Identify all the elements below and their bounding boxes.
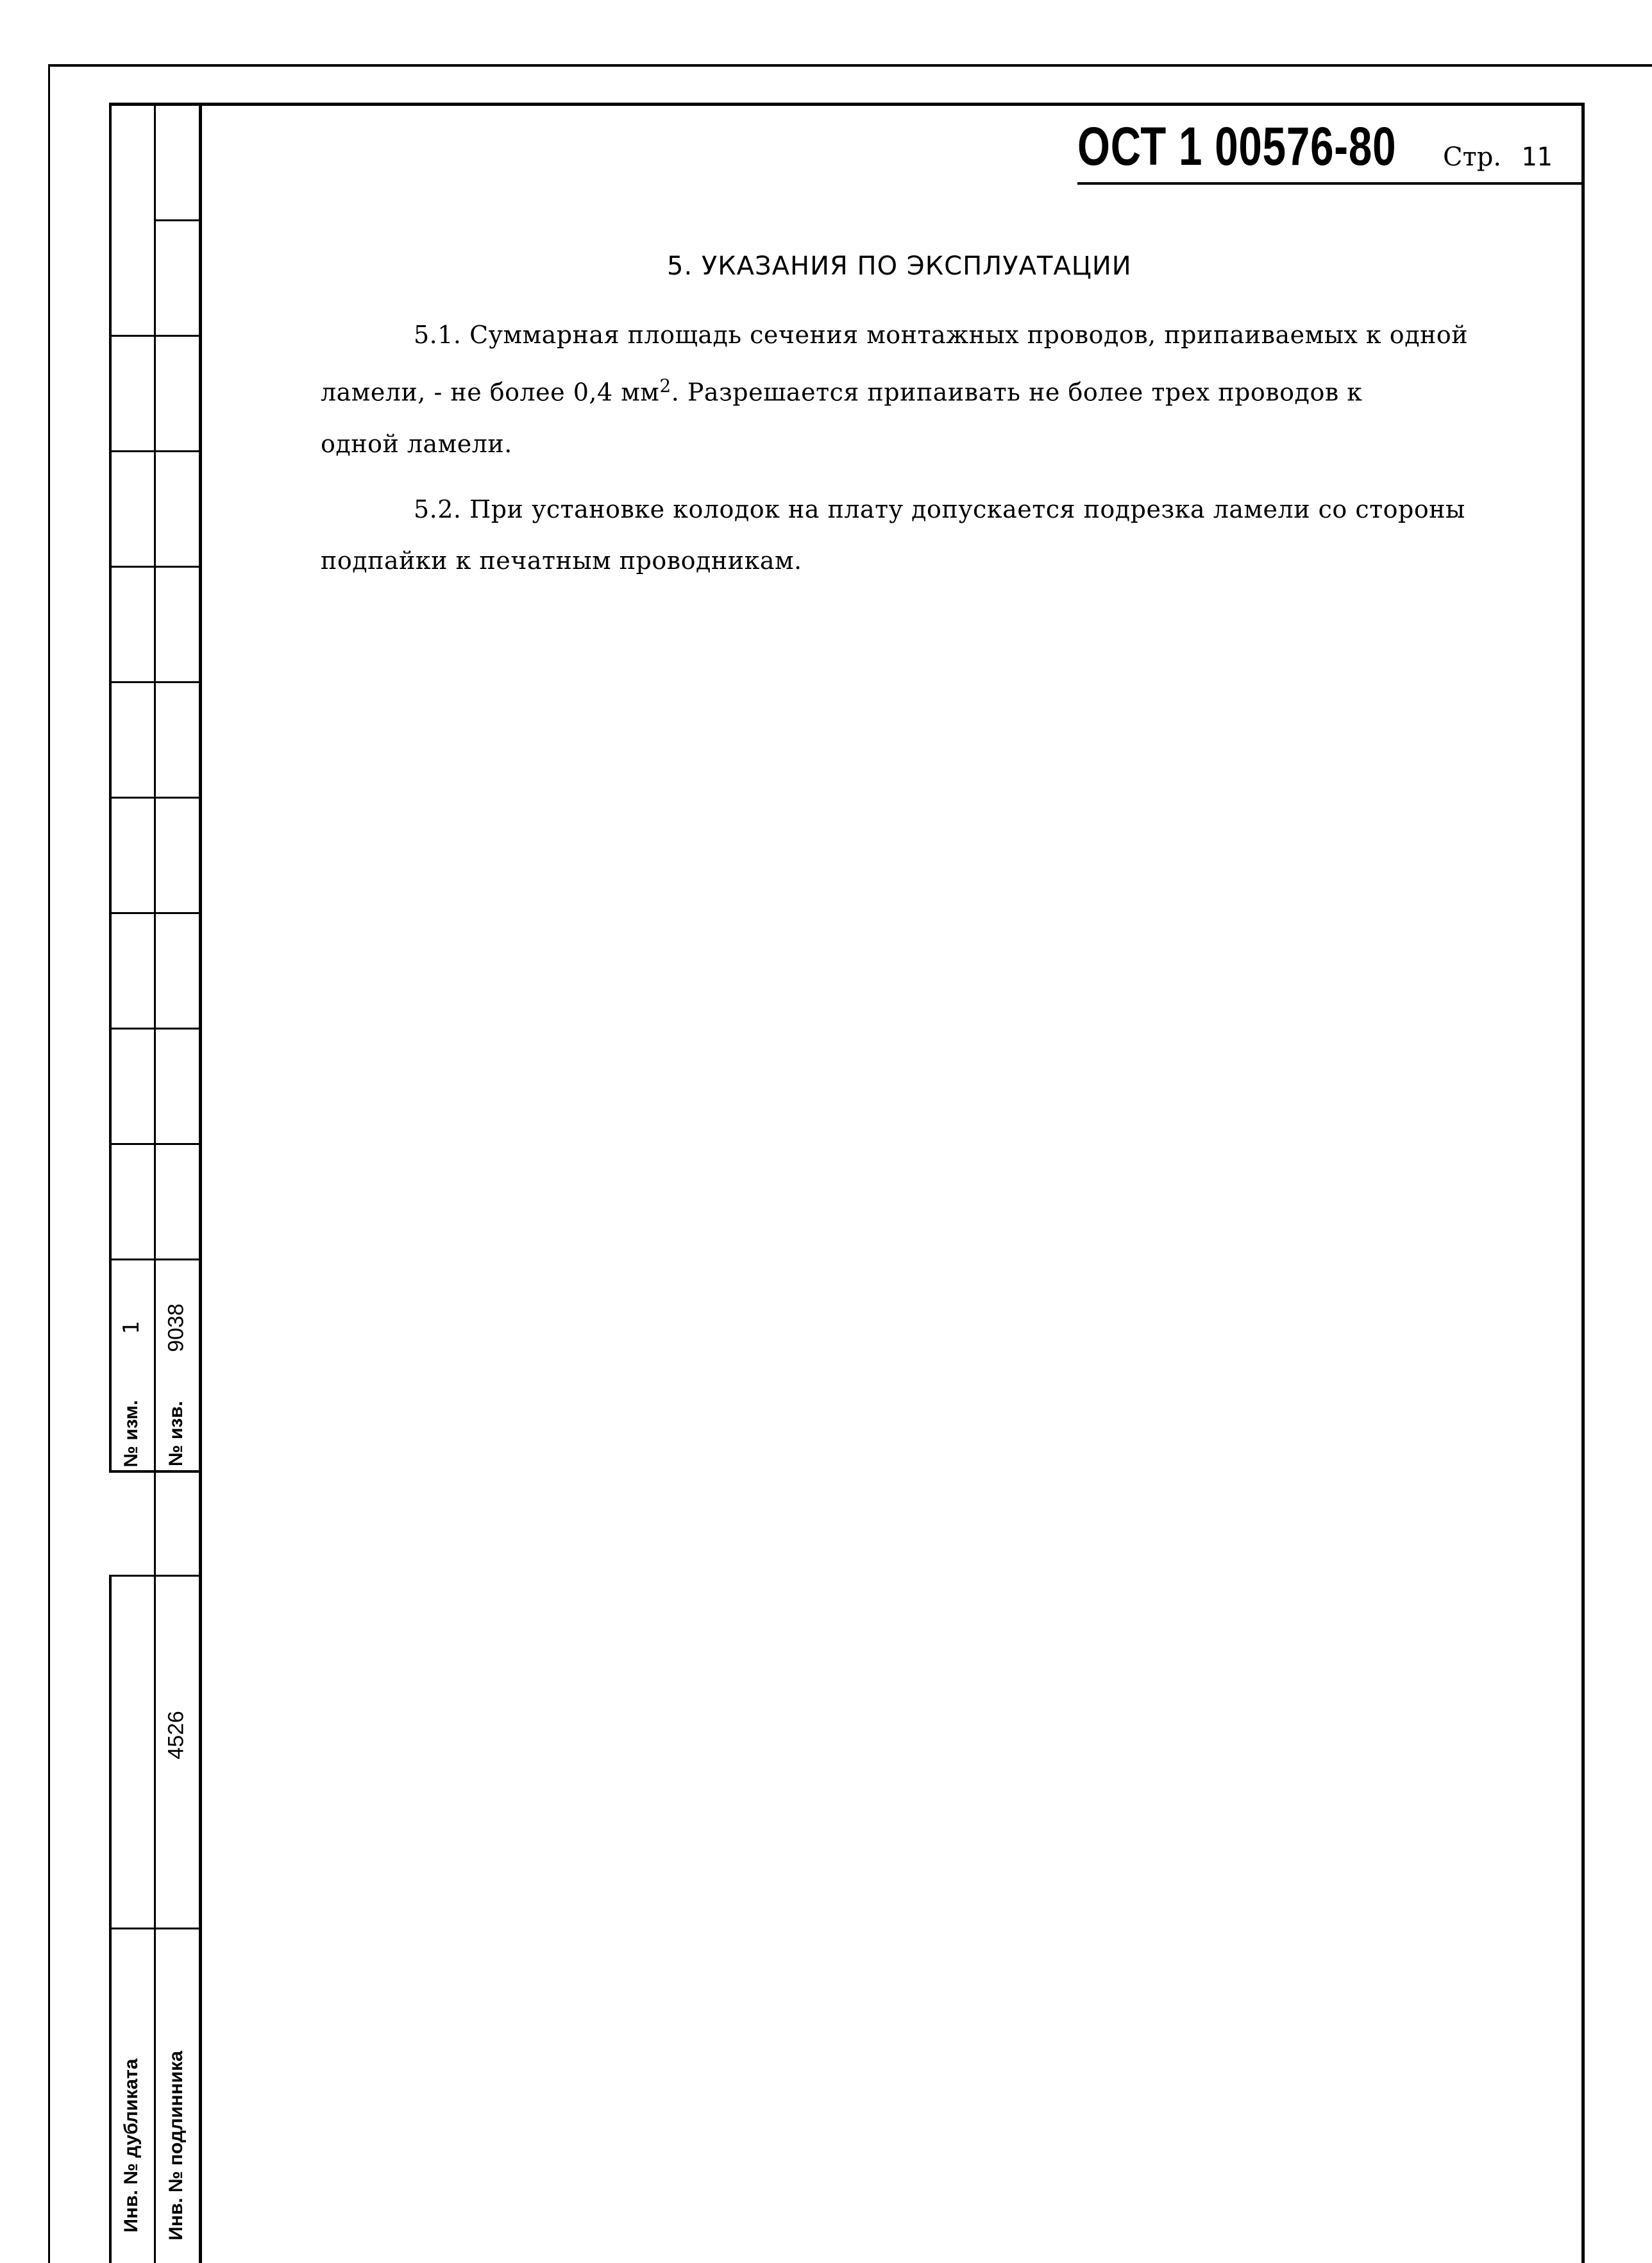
frame-top	[109, 103, 1584, 106]
standard-number: ОСТ 1 00576-80	[1077, 116, 1397, 176]
grid-line	[109, 1470, 200, 1473]
text-field-left-border	[199, 103, 202, 2263]
grid-line	[109, 1259, 200, 1260]
grid-line	[109, 566, 200, 568]
izv-label: № изв.	[165, 1401, 187, 1466]
paragraph-5-2-line1: 5.2. При установке колодок на плату допускается подрезка ламели со стороны	[414, 495, 1465, 523]
grid-line	[109, 450, 200, 452]
izm-value: 1	[119, 1321, 144, 1335]
paragraph-5-1	[321, 309, 1571, 470]
superscript: 2	[659, 375, 671, 396]
paragraph-5-2-line2: подпайки к печатным проводникам.	[321, 546, 802, 575]
podl-number: 4526	[164, 1711, 189, 1759]
grid-line	[109, 335, 200, 337]
grid-line	[109, 1928, 200, 1929]
stamp-col-divider	[154, 103, 156, 2263]
paragraph-5-1-line3: одной ламели.	[321, 429, 512, 458]
document-header	[1077, 115, 1584, 186]
paragraph-5-1-line2-post: . Разрешается припаивать не более трех проводов к	[671, 378, 1363, 407]
grid-line	[109, 681, 200, 683]
paragraph-5-2	[321, 484, 1571, 586]
paragraph-5-1-line2-pre: ламели, - не более 0,4 мм	[321, 378, 660, 407]
grid-line	[109, 1028, 200, 1030]
paragraph-5-1-line1: 5.1. Суммарная площадь сечения монтажных проводов, припаиваемых к одной	[414, 321, 1469, 349]
grid-line	[109, 797, 200, 799]
dubl-label: Инв. № дубликата	[121, 2058, 142, 2233]
podl-label: Инв. № подлинника	[165, 2051, 187, 2241]
outer-border-left	[48, 64, 50, 2263]
header-underline	[1077, 182, 1584, 185]
grid-line	[109, 1575, 200, 1577]
frame-right	[1581, 103, 1585, 2263]
section-body	[321, 309, 1571, 600]
izv-value: 9038	[164, 1303, 189, 1352]
grid-line	[109, 1143, 200, 1145]
page-number: 11	[1521, 142, 1553, 172]
grid-line	[109, 912, 200, 914]
grid-line	[154, 219, 200, 221]
frame-left-b	[109, 1575, 112, 2263]
izm-label: № изм.	[121, 1400, 142, 1468]
section-title: 5. УКАЗАНИЯ ПО ЭКСПЛУАТАЦИИ	[667, 251, 1132, 281]
outer-border-top	[48, 64, 1652, 67]
frame-left-a	[109, 103, 112, 1472]
page-label: Стр.	[1443, 142, 1502, 172]
